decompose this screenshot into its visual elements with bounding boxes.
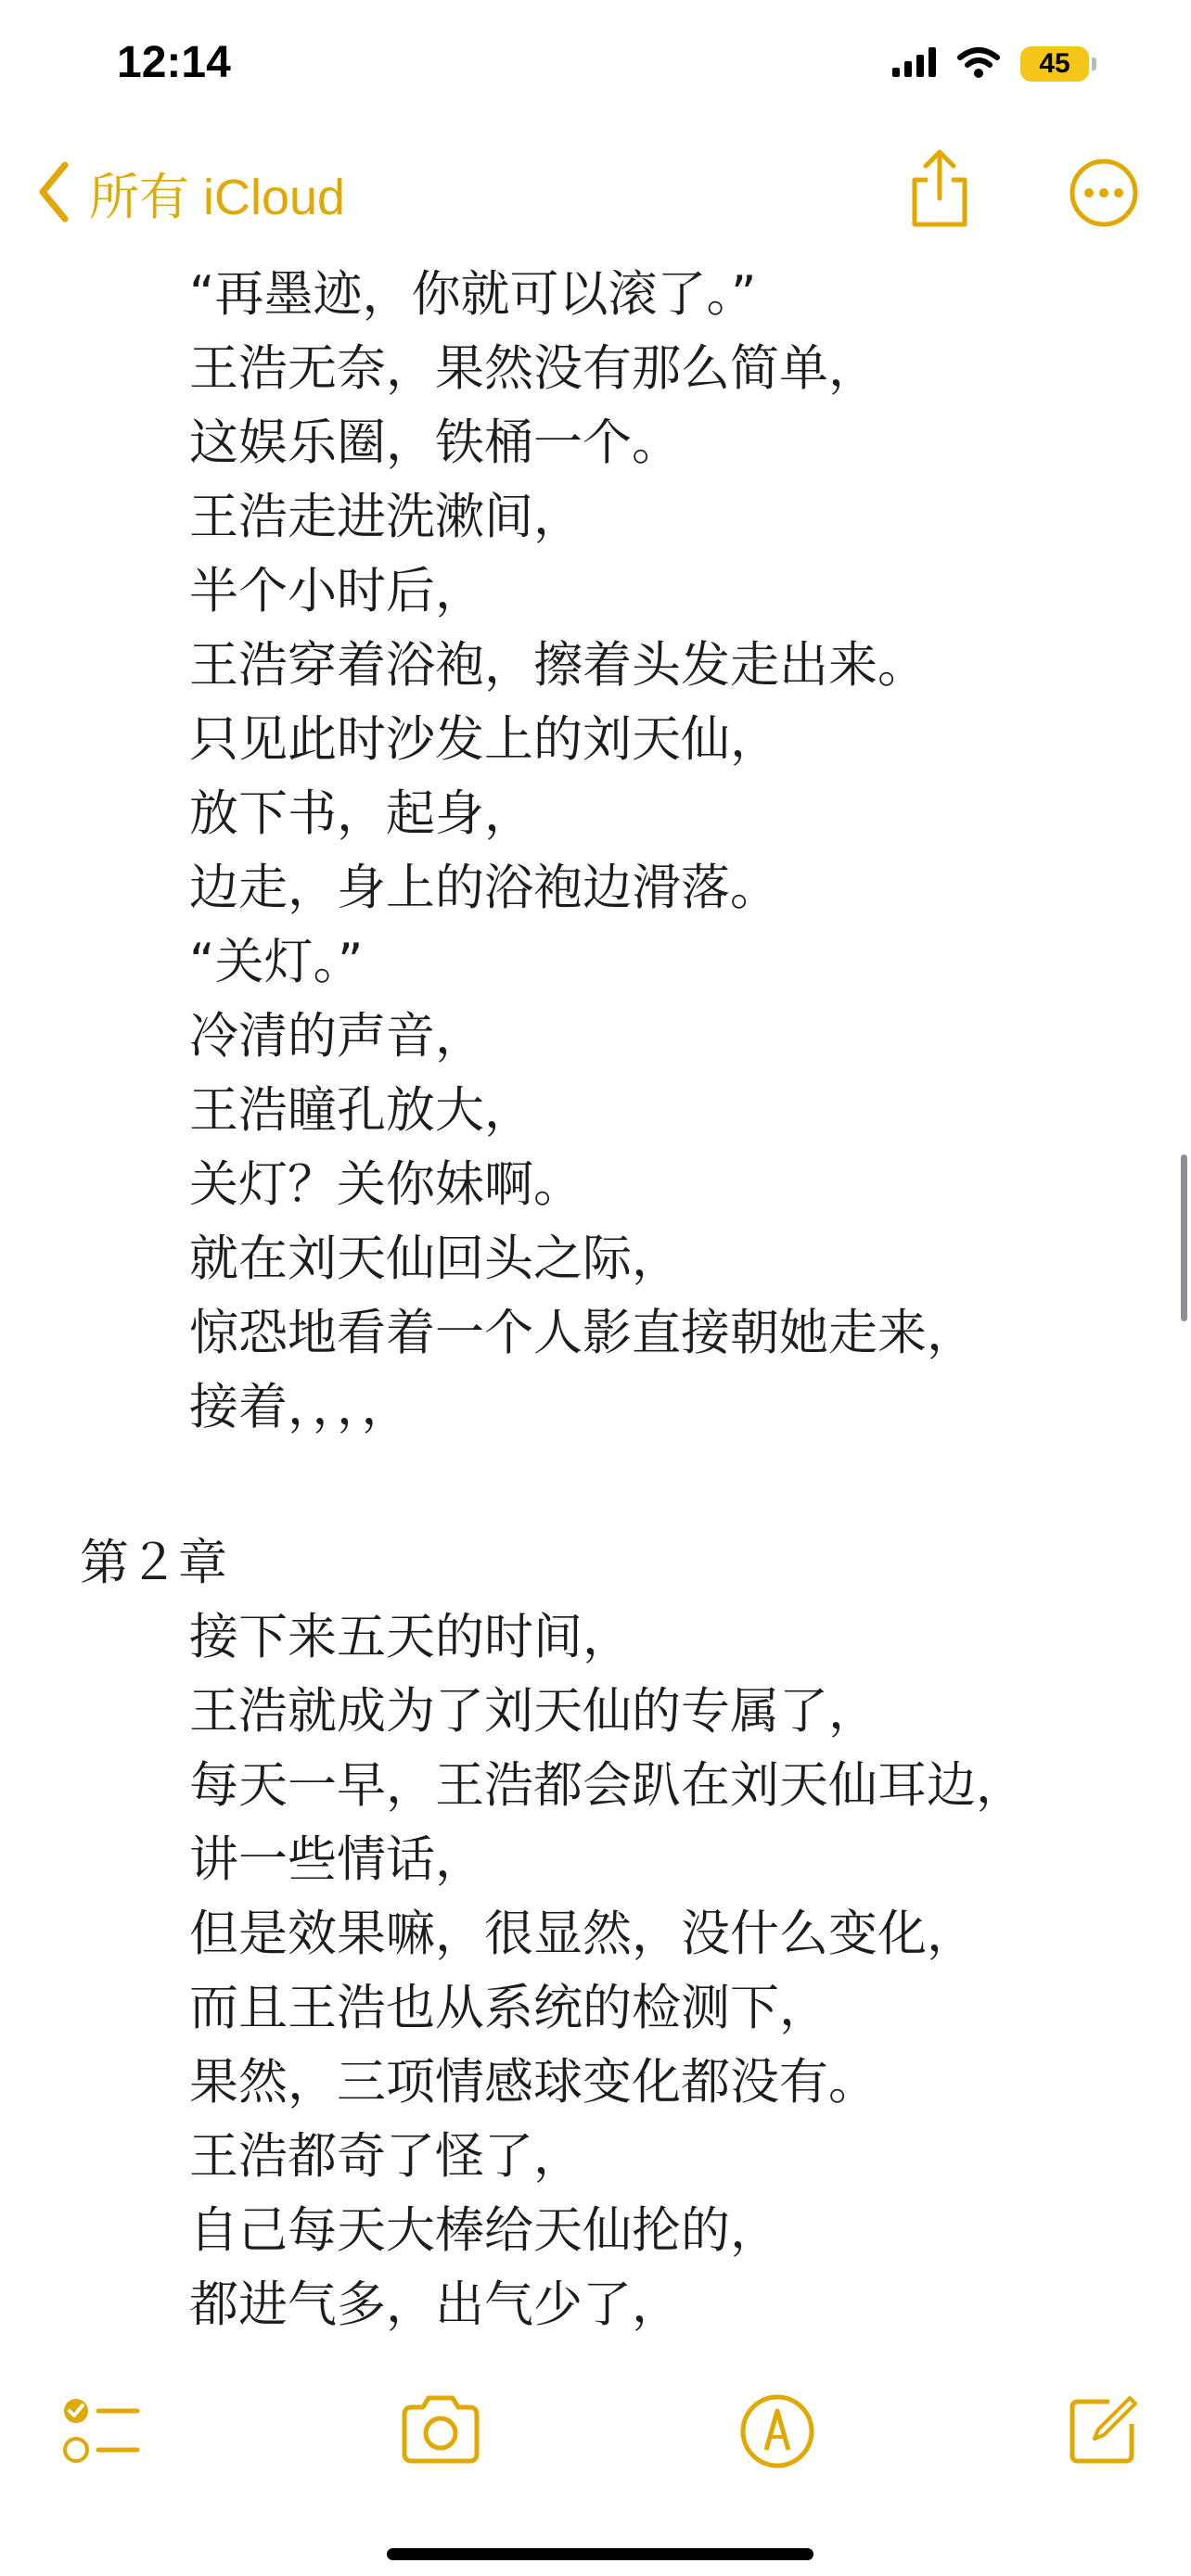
note-line: 但是效果嘛，很显然，没什么变化， — [189, 1906, 976, 1962]
share-icon — [907, 216, 972, 234]
note-line: 自己每天大棒给天仙抡的， — [189, 2202, 779, 2259]
note-line: 果然，三项情感球变化都没有。 — [189, 2054, 877, 2111]
markup-icon — [738, 2456, 816, 2474]
note-line: 都进气多，出气少了， — [189, 2276, 681, 2333]
note-line: 只见此时沙发上的刘天仙， — [189, 711, 779, 768]
compose-icon — [1067, 2453, 1141, 2470]
status-bar — [0, 0, 1191, 139]
note-line: 接下来五天的时间， — [189, 1609, 632, 1665]
note-line: “关灯。” — [189, 934, 364, 990]
note-line: 半个小时后， — [189, 563, 484, 619]
signal-icon — [892, 47, 937, 81]
back-button[interactable] — [35, 158, 345, 229]
note-line: 王浩走进洗漱间， — [189, 489, 583, 545]
more-button[interactable] — [1069, 158, 1139, 232]
checklist-button[interactable] — [61, 2392, 141, 2476]
status-icons — [892, 46, 1089, 82]
status-time: 12:14 — [117, 38, 231, 87]
bottom-toolbar — [0, 2374, 1191, 2494]
note-body[interactable] — [0, 258, 1191, 2391]
compose-button[interactable] — [1067, 2392, 1141, 2470]
note-line: 王浩都奇了怪了， — [189, 2128, 583, 2185]
chapter-title: 第２章 — [80, 1535, 227, 1591]
note-line: 就在刘天仙回头之际， — [189, 1231, 681, 1287]
wifi-icon — [957, 46, 1000, 82]
note-line: 王浩穿着浴袍，擦着头发走出来。 — [189, 637, 927, 694]
note-line: 王浩就成为了刘天仙的专属了， — [189, 1683, 877, 1740]
note-line: 王浩无奈，果然没有那么简单， — [189, 340, 877, 397]
scroll-indicator[interactable] — [1181, 1154, 1187, 1321]
nav-bar — [0, 139, 1191, 250]
note-line: 放下书，起身， — [189, 785, 533, 842]
share-button[interactable] — [907, 147, 972, 234]
camera-button[interactable] — [399, 2392, 482, 2470]
back-label: 所有 iCloud — [89, 170, 346, 225]
battery-level: 45 — [1039, 48, 1070, 79]
note-line: 惊恐地看着一个人影直接朝她走来， — [189, 1305, 976, 1361]
note-line: 每天一早，王浩都会趴在刘天仙耳边， — [189, 1757, 1025, 1814]
note-line: 王浩瞳孔放大， — [189, 1082, 533, 1139]
note-line: 边走，身上的浴袍边滑落。 — [189, 860, 779, 916]
battery-icon — [1020, 46, 1089, 82]
note-line: 这娱乐圈，铁桶一个。 — [189, 414, 681, 471]
more-icon — [1069, 214, 1139, 232]
chevron-left-icon — [35, 159, 72, 228]
note-line: 关灯？关你妹啊。 — [189, 1156, 583, 1213]
camera-icon — [399, 2453, 482, 2470]
markup-button[interactable] — [738, 2392, 816, 2474]
note-line: 冷清的声音， — [189, 1008, 484, 1065]
note-line: 讲一些情话， — [189, 1831, 484, 1888]
note-line: 接着，，，， — [189, 1379, 411, 1435]
checklist-icon — [61, 2458, 141, 2476]
home-indicator[interactable] — [387, 2548, 813, 2560]
note-line: 而且王浩也从系统的检测下， — [189, 1980, 828, 2036]
note-line: “再墨迹，你就可以滚了。” — [189, 266, 757, 323]
